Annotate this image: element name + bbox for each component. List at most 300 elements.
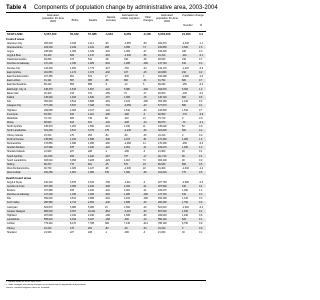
cell-change-number: -100 (182, 91, 187, 95)
cell-pop2003: 160,250 (44, 171, 53, 175)
scotland-change-pct: 0.4 (199, 32, 203, 36)
cell-pop2004: 353,180 (158, 100, 167, 104)
cell-change-pct: -0.6 (199, 180, 204, 184)
row-area-name: Highland (7, 108, 17, 112)
cell-change-pct: -0.2 (199, 83, 204, 87)
cell-change-pct: 0.7 (199, 79, 203, 83)
scotland-pop2003: 5,057,400 (44, 32, 57, 36)
cell-natural: -84 (105, 226, 109, 230)
cell-deaths: 1,620 (88, 95, 94, 99)
cell-migration: -110 (124, 116, 129, 120)
cell-pop2003: 19,310 (44, 133, 52, 137)
cell-change-pct: 0.0 (199, 116, 203, 120)
cell-change-pct: 0.9 (199, 222, 203, 226)
cell-deaths: 7,788 (88, 222, 94, 226)
cell-deaths: 1,115 (88, 112, 94, 116)
cell-change-pct: 0.5 (199, 95, 203, 99)
cell-deaths: 2,953 (88, 201, 94, 205)
cell-deaths: 1,500 (88, 125, 94, 129)
row-area-name: Highland (7, 214, 17, 217)
table-number: Table 4 (6, 5, 27, 11)
cell-pop2004: 21,960 (158, 150, 166, 154)
cell-natural: -45 (105, 162, 109, 166)
cell-pop2003: 143,390 (44, 66, 53, 70)
cell-pop2003: 207,800 (44, 214, 53, 217)
cell-natural: -202 (105, 70, 110, 74)
cell-births: 2,249 (70, 45, 76, 49)
cell-change-pct: -1.1 (199, 41, 204, 45)
cell-migration: -760 (124, 66, 129, 70)
cell-deaths: 4,633 (88, 180, 94, 184)
cell-other: 21 (143, 116, 146, 120)
cell-pop2004: 303,100 (158, 158, 167, 162)
row-area-name: East Dunbartonshire (7, 75, 29, 78)
cell-other: -3 (143, 150, 146, 154)
scotland-pop2004: 5,078,400 (158, 32, 171, 36)
cell-change-number: -2,230 (182, 41, 189, 45)
cell-migration: 2,103 (124, 100, 130, 104)
cell-change-pct: 0.5 (199, 171, 203, 175)
cell-pop2004: 21,960 (158, 230, 166, 234)
cell-pop2003: 91,420 (44, 54, 52, 58)
cell-pop2003: 522,870 (44, 205, 53, 209)
col-header-pop2003: Estimated population 30 June 2003 (42, 14, 64, 23)
cell-births: 901 (70, 75, 74, 78)
cell-pop2003: 108,990 (44, 49, 53, 53)
cell-deaths: 3,372 (88, 129, 94, 133)
cell-change-pct: 1.2 (199, 146, 203, 150)
cell-change-pct: 0.1 (199, 230, 203, 234)
cell-pop2004: 786,190 (158, 222, 167, 226)
cell-pop2004: 556,140 (158, 218, 167, 222)
cell-change-pct: 1.2 (199, 87, 203, 91)
cell-migration: -186 (124, 230, 129, 234)
cell-change-pct: 1.2 (199, 188, 203, 192)
cell-migration: 2,061 (124, 188, 130, 192)
cell-natural: -318 (105, 54, 110, 58)
cell-pop2004: 146,720 (158, 95, 167, 99)
cell-migration: 1,302 (124, 205, 130, 209)
cell-natural: 27 (105, 75, 108, 78)
cell-other: -38 (143, 171, 147, 175)
cell-change-pct: 0.3 (199, 193, 203, 197)
cell-change-pct: -0.1 (199, 54, 204, 58)
cell-pop2004: 26,000 (158, 91, 166, 95)
cell-pop2004: 109,320 (158, 49, 167, 53)
cell-change-pct: -1.0 (199, 75, 204, 78)
cell-other: -81 (143, 137, 147, 141)
cell-pop2004: 407,760 (158, 180, 167, 184)
cell-migration: -1,911 (124, 180, 131, 184)
cell-deaths: 254 (88, 133, 92, 137)
cell-births: 5,080 (70, 205, 76, 209)
cell-migration: -1,036 (124, 167, 131, 171)
section-label-health: Health board areas (6, 176, 32, 180)
cell-change-number: 30 (182, 150, 185, 154)
cell-pop2003: 367,250 (44, 184, 53, 188)
cell-other: -21 (143, 184, 147, 188)
row-area-name: Grampian (7, 205, 18, 209)
cell-deaths: 228 (88, 150, 92, 154)
row-area-name: Orkney Islands (7, 133, 23, 137)
cell-change-pct: 0.2 (199, 129, 203, 133)
cell-migration: 76 (124, 91, 127, 95)
cell-deaths: 6,187 (88, 218, 94, 222)
cell-other: -3 (143, 180, 146, 184)
cell-deaths: 512 (88, 58, 92, 62)
cell-births: 978 (70, 146, 74, 150)
cell-pop2004: 209,040 (158, 214, 167, 217)
cell-pop2003: 119,650 (44, 70, 53, 74)
cell-other: -10 (143, 218, 147, 222)
cell-change-number: 5,300 (182, 87, 188, 91)
cell-other: -30 (143, 209, 147, 213)
cell-change-number: 90 (182, 158, 185, 162)
cell-pop2004: 521,610 (158, 205, 167, 209)
cell-change-number: 770 (182, 171, 186, 175)
cell-natural: -186 (105, 214, 110, 217)
cell-change-number: -1,340 (182, 167, 189, 171)
cell-births: 2,010 (70, 214, 76, 217)
cell-births: 1,029 (70, 167, 76, 171)
cell-change-number: 0 (182, 133, 184, 137)
cell-migration: -49 (124, 133, 128, 137)
cell-pop2003: 21,930 (44, 230, 52, 234)
col-header-other: Other changes (143, 16, 153, 22)
cell-births: 813 (70, 121, 74, 125)
cell-deaths: 4,667 (88, 87, 94, 91)
cell-pop2003: 779,440 (44, 222, 53, 226)
row-area-name: Inverclyde (7, 112, 18, 116)
cell-pop2003: 303,010 (44, 158, 53, 162)
cell-change-pct: 0.6 (199, 214, 203, 217)
table-row (6, 171, 206, 175)
cell-migration: -13 (124, 83, 128, 87)
table-caption: Components of population change by administrative area, 2003-2004 (33, 5, 218, 11)
cell-migration: 2,103 (124, 197, 130, 201)
cell-births: 9,367 (70, 209, 76, 213)
cell-pop2003: 21,930 (44, 150, 52, 154)
cell-change-pct: -0.3 (199, 142, 204, 145)
cell-change-pct: 0.3 (199, 100, 203, 104)
cell-pop2004: 147,740 (158, 193, 167, 197)
cell-pop2004: 109,270 (158, 146, 167, 150)
cell-births: 3,514 (70, 197, 76, 201)
cell-births: 1,463 (70, 95, 76, 99)
cell-change-number: 80 (182, 154, 185, 158)
row-area-name: Renfrewshire (7, 142, 22, 145)
cell-pop2003: 147,230 (44, 193, 53, 197)
cell-natural: -5 (105, 83, 108, 87)
scotland-other: -3,105 (143, 32, 151, 36)
row-area-name: Shetland Islands (7, 150, 25, 154)
cell-other: -180 (143, 100, 148, 104)
cell-natural: -260 (105, 142, 110, 145)
cell-change-number: 1,290 (182, 146, 188, 150)
council-area-rows (6, 41, 206, 175)
scotland-change-number: 21,000 (182, 32, 191, 36)
cell-pop2004: 577,670 (158, 104, 167, 108)
cell-pop2004: 111,710 (158, 154, 167, 158)
cell-change-number: 1,290 (182, 188, 188, 192)
cell-pop2003: 86,940 (44, 121, 52, 125)
cell-natural: -422 (105, 146, 110, 150)
cell-deaths: 254 (88, 226, 92, 230)
cell-pop2004: 82,560 (158, 112, 166, 116)
cell-change-number: 3,520 (182, 45, 188, 49)
cell-births: 1,901 (70, 171, 76, 175)
cell-pop2004: 19,310 (158, 226, 166, 230)
cell-migration: 800 (124, 79, 128, 83)
cell-natural: 208 (105, 45, 109, 49)
cell-other: -15 (143, 70, 147, 74)
col-header-change: Population change (182, 14, 204, 17)
cell-pop2003: 229,330 (44, 45, 53, 49)
cell-pop2003: 209,080 (44, 108, 53, 112)
cell-births: 474 (70, 58, 74, 62)
cell-pop2004: 161,020 (158, 171, 167, 175)
cell-change-pct: 1.4 (199, 137, 203, 141)
cell-other: -31 (143, 79, 147, 83)
row-area-name: Stirling (7, 162, 15, 166)
cell-births: 3,547 (70, 129, 76, 133)
cell-natural: -594 (105, 193, 110, 197)
cell-migration: 1,505 (124, 214, 130, 217)
cell-births: 1,335 (70, 62, 76, 66)
row-area-name: Fife (7, 100, 11, 104)
cell-migration: -186 (124, 150, 129, 154)
cell-migration: -1,068 (124, 142, 131, 145)
cell-other: 23 (143, 162, 146, 166)
cell-change-number: 340 (182, 58, 186, 62)
cell-births: 853 (70, 83, 74, 87)
cell-natural: -1 (105, 150, 108, 154)
cell-change-pct: -1.4 (199, 167, 204, 171)
cell-change-pct: 1.5 (199, 45, 203, 49)
cell-migration: -1,330 (124, 54, 131, 58)
cell-pop2003: 48,290 (44, 58, 52, 62)
cell-natural: -791 (105, 104, 110, 108)
cell-migration: -2,059 (124, 104, 131, 108)
cell-change-pct: -0.4 (199, 91, 204, 95)
cell-births: 978 (70, 188, 74, 192)
cell-pop2003: 91,110 (44, 79, 52, 83)
cell-births: 3,094 (70, 158, 76, 162)
col-header-births: Births (71, 19, 79, 22)
cell-migration: -298 (124, 112, 129, 116)
cell-other: -30 (143, 201, 147, 205)
row-area-name: Argyll & Clyde (7, 180, 23, 184)
cell-natural: -327 (105, 66, 110, 70)
cell-pop2003: 280,580 (44, 201, 53, 205)
row-area-name: Shetland (7, 230, 17, 234)
cell-change-pct: -0.9 (199, 66, 204, 70)
row-area-name: Fife (7, 197, 11, 201)
cell-other: -180 (143, 193, 148, 197)
cell-deaths: 1,929 (88, 62, 94, 66)
cell-deaths: 4,294 (88, 184, 94, 188)
cell-migration: -49 (124, 226, 128, 230)
cell-change-pct: 0.7 (199, 58, 203, 62)
cell-pop2004: 321,800 (158, 129, 167, 133)
cell-pop2004: 137,460 (158, 137, 167, 141)
cell-other: -36 (143, 129, 147, 133)
cell-change-pct: 0.3 (199, 62, 203, 66)
cell-births: 2,018 (70, 41, 76, 45)
health-board-rows (6, 180, 206, 234)
cell-other: -27 (143, 49, 147, 53)
cell-pop2004: 147,740 (158, 62, 167, 66)
cell-pop2003: 321,200 (44, 129, 53, 133)
cell-pop2003: 352,040 (44, 197, 53, 201)
table-title (6, 5, 218, 11)
cell-change-number: -150 (182, 83, 187, 87)
cell-pop2004: 79,710 (158, 116, 166, 120)
cell-births: 1,335 (70, 193, 76, 197)
cell-natural: -864 (105, 209, 110, 213)
cell-births: 227 (70, 230, 74, 234)
row-area-name: Scottish Borders (7, 146, 25, 150)
row-area-name: Forth Valley (7, 201, 20, 205)
cell-change-number: 1,140 (182, 197, 188, 201)
row-area-name: Dundee City (7, 66, 21, 70)
cell-pop2003: 410,340 (44, 180, 53, 184)
cell-deaths: 986 (88, 79, 92, 83)
cell-natural: -320 (105, 49, 110, 53)
cell-change-number: 1,030 (182, 209, 188, 213)
cell-natural: -1 (105, 230, 108, 234)
cell-deaths: 10,231 (88, 209, 96, 213)
cell-births: 1,232 (70, 137, 76, 141)
cell-change-pct: 0.1 (199, 104, 203, 108)
cell-migration: 1,009 (124, 95, 130, 99)
cell-change-number: 50 (182, 125, 185, 129)
cell-migration: -1,555 (124, 41, 131, 45)
cell-change-pct: -0.1 (199, 121, 204, 125)
cell-change-pct: 0.1 (199, 218, 203, 222)
cell-change-number: 0 (182, 226, 184, 230)
cell-other: -3 (143, 112, 146, 116)
cell-pop2003: 89,440 (44, 83, 52, 87)
cell-other: -84 (143, 108, 147, 112)
cell-natural: -84 (105, 133, 109, 137)
cell-deaths: 911 (88, 121, 92, 125)
cell-deaths: 1,329 (88, 49, 94, 53)
cell-deaths: 1,127 (88, 167, 94, 171)
cell-pop2003: 79,710 (44, 116, 52, 120)
cell-births: 776 (70, 162, 74, 166)
cell-births: 829 (70, 54, 74, 58)
cell-change-number: -70 (182, 121, 186, 125)
cell-change-pct: 0.7 (199, 108, 203, 112)
cell-births: 1,696 (70, 142, 76, 145)
cell-births: 170 (70, 226, 74, 230)
cell-births: 6,019 (70, 218, 76, 222)
cell-pop2004: 867,630 (158, 209, 167, 213)
cell-deaths: 1,779 (88, 66, 94, 70)
cell-natural: -89 (105, 79, 109, 83)
row-area-name: West Lothian (7, 171, 21, 175)
cell-other: -266 (143, 87, 148, 91)
cell-pop2004: 170,400 (158, 142, 167, 145)
note-line: 2 Other changes are mainly changes in the armed forces population and prisoners. (6, 284, 87, 286)
cell-deaths: 1,147 (88, 54, 94, 58)
cell-other: -38 (143, 58, 147, 62)
cell-other: -3 (143, 230, 146, 234)
cell-change-pct: 0.0 (199, 226, 203, 230)
row-area-name: Dumfries & Galloway (7, 193, 30, 197)
cell-change-number: 510 (182, 193, 186, 197)
cell-other: 11 (143, 125, 146, 129)
cell-change-number: 680 (182, 79, 186, 83)
cell-change-number: 1,240 (182, 214, 188, 217)
cell-pop2004: 142,170 (158, 66, 167, 70)
cell-change-number: 1,140 (182, 100, 188, 104)
cell-other: -180 (143, 197, 148, 201)
cell-change-number: 1,510 (182, 108, 188, 112)
cell-pop2003: 107,980 (44, 188, 53, 192)
cell-births: 227 (70, 150, 74, 154)
scotland-natural: -4,954 (105, 32, 113, 36)
cell-pop2004: 106,290 (158, 75, 167, 78)
cell-migration: 2,061 (124, 146, 130, 150)
section-label-council: Council areas (6, 37, 25, 41)
cell-deaths: 228 (88, 230, 92, 234)
row-area-name: Midlothian (7, 116, 18, 120)
cell-other: 41 (143, 142, 146, 145)
cell-deaths: 1,929 (88, 193, 94, 197)
cell-pop2004: 19,310 (158, 133, 166, 137)
cell-births: 4,543 (70, 87, 76, 91)
cell-migration: 1,285 (124, 62, 130, 66)
cell-deaths: 1,956 (88, 142, 94, 145)
cell-births: 1,281 (70, 125, 76, 129)
cell-other: -20 (143, 205, 147, 209)
cell-other: 5 (143, 83, 145, 87)
cell-migration: 2,072 (124, 137, 130, 141)
cell-pop2003: 107,980 (44, 146, 53, 150)
col-header-change-pct: % (199, 24, 203, 27)
cell-change-pct: 0.3 (199, 49, 203, 53)
cell-natural: -758 (105, 180, 110, 184)
row-area-name: Lothian (7, 222, 15, 226)
row-area-name: Angus (7, 49, 14, 53)
cell-deaths: 372 (88, 91, 92, 95)
cell-natural: -594 (105, 62, 110, 66)
cell-other: -40 (143, 104, 147, 108)
cell-change-pct: -0.9 (199, 112, 204, 116)
row-area-name: Greater Glasgow (7, 209, 26, 213)
row-area-name: Dumfries & Galloway (7, 62, 30, 66)
cell-pop2003: 92,740 (44, 167, 52, 171)
cell-natural: -422 (105, 188, 110, 192)
cell-deaths: 1,400 (88, 188, 94, 192)
cell-change-number: -1,220 (182, 66, 189, 70)
cell-migration: 570 (124, 162, 128, 166)
cell-change-number: -1,060 (182, 75, 189, 78)
cell-natural: -104 (105, 108, 110, 112)
cell-pop2003: 145,920 (44, 95, 53, 99)
note-line: Source: General Register Office for Scotland. (6, 287, 50, 289)
cell-other: -33 (143, 133, 147, 137)
row-area-name: Lanarkshire (7, 218, 20, 222)
cell-change-pct: 0.0 (199, 125, 203, 129)
cell-births: 816 (70, 112, 74, 116)
cell-pop2003: 147,230 (44, 62, 53, 66)
cell-deaths: 1,400 (88, 146, 94, 150)
table-notes (6, 280, 206, 290)
cell-migration: 1,616 (124, 108, 130, 112)
